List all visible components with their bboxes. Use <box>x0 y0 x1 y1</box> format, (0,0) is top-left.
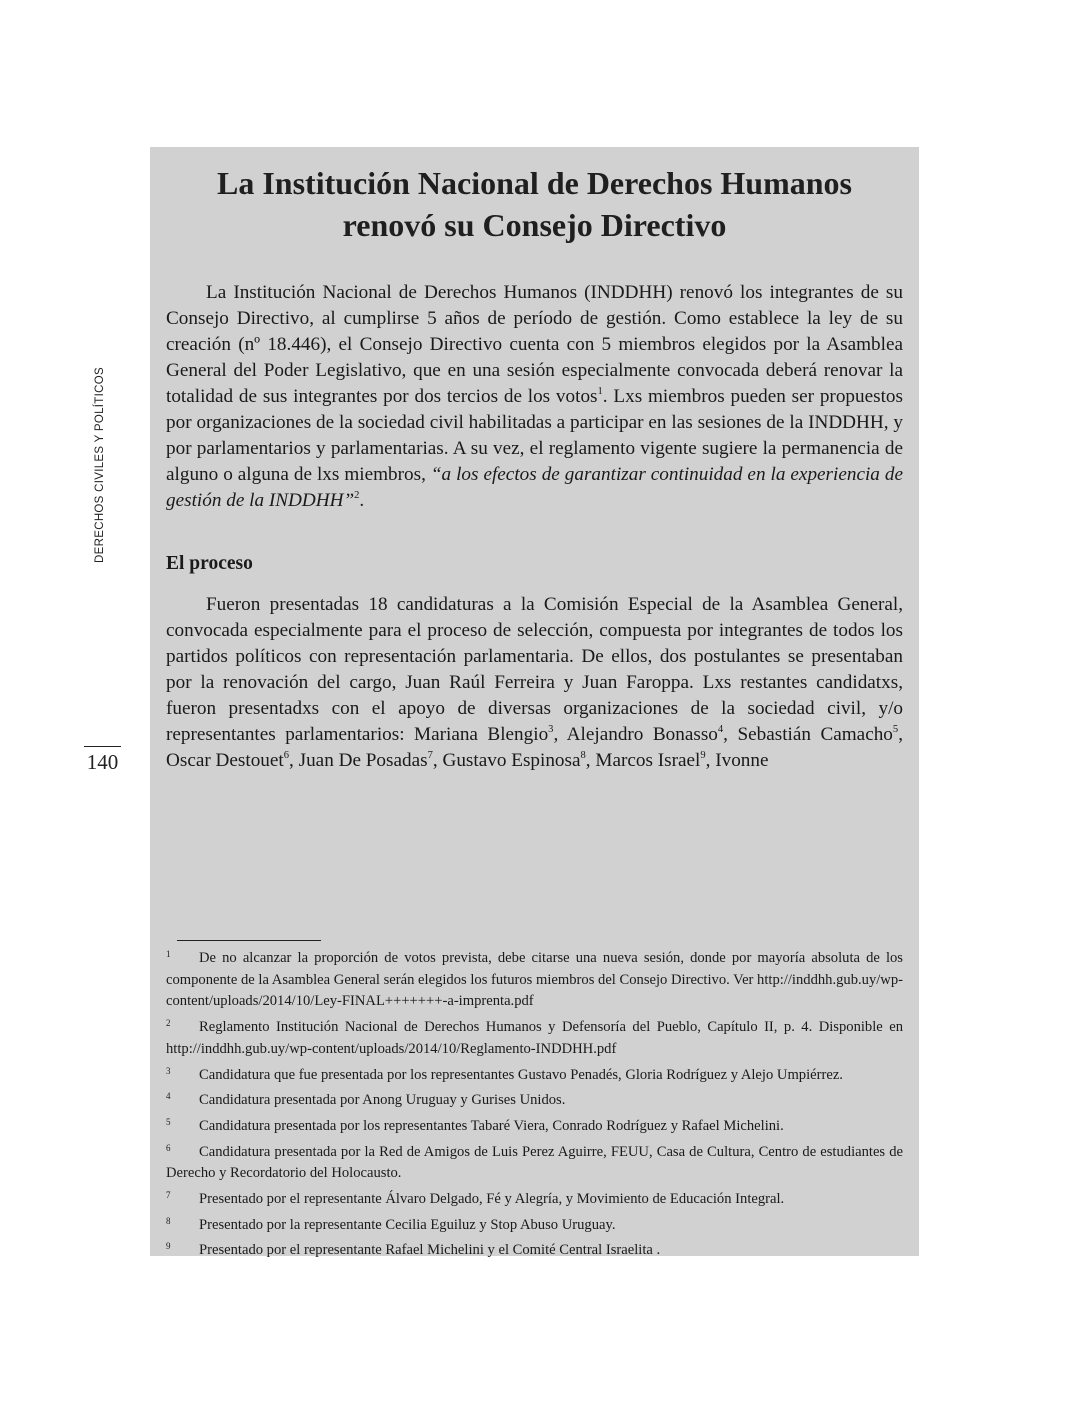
separator: , <box>723 724 738 745</box>
candidate-name: Marcos Israel <box>595 750 701 771</box>
footnotes <box>166 944 903 1262</box>
footnote-7 <box>166 1185 903 1211</box>
candidate-name: Juan De Posadas <box>298 750 428 771</box>
footnote-ref-7[interactable]: 7 <box>427 750 433 762</box>
article-title-line-1: La Institución Nacional de Derechos Humanos <box>216 165 852 201</box>
footnote-number: 8 <box>166 1215 171 1226</box>
running-head-vertical: DERECHOS CIVILES Y POLÍTICOS <box>94 367 106 563</box>
footnote-text: Candidatura presentada por la Red de Amigos de Luis Perez Aguirre, FEUU, Casa de Cultura, Centro de estudiantes de Derecho y Recordatorio del Holocausto. <box>166 1143 903 1182</box>
article-title <box>150 162 919 246</box>
reglamento-quote: “a los efectos de garantizar continuidad en la experiencia de gestión de la INDDHH” <box>166 464 903 511</box>
candidate-name: Mariana Blengio <box>414 724 549 745</box>
footnote-ref-4[interactable]: 4 <box>717 724 724 736</box>
intro-text: La Institución Nacional de Derechos Humanos (INDDHH) renovó los integrantes de su Consejo Directivo, al cumplirse 5 años de período de gestión. Como establece la ley de su creación (nº 18.446), el Consejo Directivo cuenta con 5 miembros elegidos por la Asamblea General del Poder Legislativo, que en una sesión especialmente convocada deberá renovar la totalidad de sus integrantes por dos tercios de los votos <box>166 282 903 407</box>
section-heading: El proceso <box>166 553 253 574</box>
page-number-rule <box>84 746 121 747</box>
footnote-text: Candidatura presentada por los representantes Tabaré Viera, Conrado Rodríguez y Rafael Michelini. <box>199 1117 784 1134</box>
footnote-ref-6[interactable]: 6 <box>283 750 290 762</box>
page-number: 140 <box>86 750 119 774</box>
footnote-1 <box>166 944 903 1013</box>
process-text: Fueron presentadas 18 candidaturas a la Comisión Especial de la Asamblea General, convocada especialmente para el proceso de selección, compuesta por integrantes de todos los partidos políticos con representación parlamentaria. De ellos, dos postulantes se presentaban por la renovación del cargo, Juan Raúl Ferreira y Juan Faroppa. Lxs restantes candidatxs, fueron presentadxs con el apoyo de diversas organizaciones de la sociedad civil, y/o representantes parlamentarios: <box>166 594 903 745</box>
footnote-ref-2[interactable]: 2 <box>354 490 360 502</box>
separator: , <box>553 724 567 745</box>
footnote-text: Candidatura que fue presentada por los representantes Gustavo Penadés, Gloria Rodríguez y Alejo Umpiérrez. <box>199 1066 843 1083</box>
candidate-name: Alejandro Bonasso <box>566 724 718 745</box>
footnote-text: Presentado por el representante Álvaro Delgado, Fé y Alegría, y Movimiento de Educación Integral. <box>199 1191 785 1208</box>
footnote-text: De no alcanzar la proporción de votos prevista, debe citarse una nueva sesión, donde por mayoría absoluta de los componente de la Asamblea General serán elegidos los futuros miembros del Consejo Directivo. Ver http://inddhh.gub.uy/wp-content/uploads/2014/10/Ley-FINAL+++++++-a-imprenta.pdf <box>166 950 903 1010</box>
separator: , <box>289 750 299 771</box>
footnote-number: 2 <box>166 1018 171 1029</box>
footnote-ref-9[interactable]: 9 <box>700 750 706 762</box>
intro-paragraph <box>166 280 903 514</box>
footnote-number: 3 <box>166 1065 171 1076</box>
footnote-ref-3[interactable]: 3 <box>548 724 554 736</box>
candidate-name: Ivonne <box>715 750 769 771</box>
candidate-name: Gustavo Espinosa <box>442 750 581 771</box>
footnote-text: Candidatura presentada por Anong Uruguay y Gurises Unidos. <box>199 1092 566 1109</box>
footnote-number: 4 <box>166 1091 171 1102</box>
footnote-number: 9 <box>166 1241 171 1252</box>
intro-end: . <box>359 490 365 511</box>
article-panel <box>150 147 919 1259</box>
footnote-rule <box>177 940 321 941</box>
candidate-name: Oscar Destouet <box>166 750 284 771</box>
footnote-number: 5 <box>166 1116 171 1127</box>
footnote-4 <box>166 1086 903 1112</box>
footnote-ref-1[interactable]: 1 <box>597 386 603 398</box>
footnote-text: Reglamento Institución Nacional de Derechos Humanos y Defensoría del Pueblo, Capítulo II, p. 4. Disponible en http://inddhh.gub.uy/wp-content/uploads/2014/10/Reglamento-INDDHH.pdf <box>166 1019 903 1057</box>
footnote-8 <box>166 1211 903 1237</box>
footnote-5 <box>166 1112 903 1138</box>
footnote-2 <box>166 1013 903 1060</box>
article-title-line-2: renovó su Consejo Directivo <box>342 207 727 243</box>
footnote-number: 6 <box>166 1142 171 1153</box>
footnote-ref-8[interactable]: 8 <box>580 750 586 762</box>
separator: , <box>432 750 443 771</box>
separator: , <box>705 750 716 771</box>
footnote-3 <box>166 1061 903 1087</box>
footnote-number: 7 <box>166 1190 171 1201</box>
footnote-ref-5[interactable]: 5 <box>892 724 899 736</box>
footnote-number: 1 <box>166 949 171 959</box>
footnote-text: Presentado por el representante Rafael Michelini y el Comité Central Israelita . <box>199 1242 661 1259</box>
separator: , <box>585 750 596 771</box>
candidate-name: Sebastián Camacho <box>737 724 893 745</box>
intro-text-continued: . Lxs miembros pueden ser propuestos por organizaciones de la sociedad civil habilitadas a participar en las sesiones de la INDDHH, y por parlamentarios y parlamentarias. A su vez, el reglamento vigente sugiere la permanencia de alguno o alguna de lxs miembros, <box>166 386 903 485</box>
process-paragraph <box>166 592 903 774</box>
footnote-text: Presentado por la representante Cecilia Eguiluz y Stop Abuso Uruguay. <box>199 1216 616 1233</box>
separator: , <box>898 724 903 745</box>
footnote-6 <box>166 1138 903 1185</box>
footnote-9 <box>166 1236 903 1262</box>
